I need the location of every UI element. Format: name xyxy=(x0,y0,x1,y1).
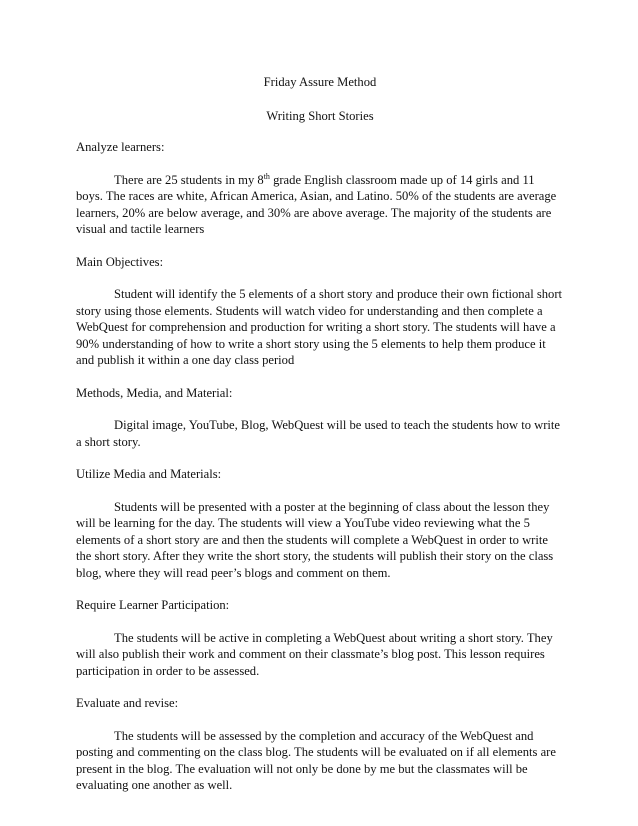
section-heading-main-objectives: Main Objectives: xyxy=(76,254,164,269)
section-heading-evaluate-revise: Evaluate and revise: xyxy=(76,696,179,710)
section-heading-analyze-learners: Analyze learners: xyxy=(76,140,165,154)
section-heading-methods-media-material: Methods, Media, and Material: xyxy=(76,385,233,400)
section-body-analyze-learners xyxy=(76,172,564,238)
document-subtitle: Writing Short Stories xyxy=(266,108,374,123)
section-body-utilize-media: Students will be presented with a poster at the beginning of class about the lesson they will be learning for the day. The students will view a YouTube video reviewing what the 5 elements of a short story are and then the students will complete a WebQuest in order to write the short story. After they write the short story, the students will publish their story on the class blog, where they will read peer’s blogs and comment on them. xyxy=(76,499,554,580)
section-body-evaluate-revise: The students will be assessed by the completion and accuracy of the WebQuest and posting and commenting on the class blog. The students will be evaluated on if all elements are present in the blog. The evaluation will not only be done by me but the classmates will be evaluating one another as well. xyxy=(76,728,556,792)
section-body-require-participation: The students will be active in completing a WebQuest about writing a short story. They will also publish their work and comment on their classmate’s blog post. This lesson requires participation in order to be assessed. xyxy=(76,630,553,678)
document-title: Friday Assure Method xyxy=(263,75,377,89)
ordinal-superscript: th xyxy=(263,171,270,181)
section-heading-utilize-media: Utilize Media and Materials: xyxy=(76,467,222,481)
section-body-main-objectives: Student will identify the 5 elements of a short story and produce their own fictional short story using those elements. Students will watch video for understanding and then complete a WebQuest for comprehension and production for writing a short story. The students will have a 90% understanding of how to write a short story using the 5 elements to help them produce it and publish it within a one day class period xyxy=(76,287,563,367)
section-body-methods-media-material: Digital image, YouTube, Blog, WebQuest will be used to teach the students how to write a short story. xyxy=(76,418,561,449)
body-text: grade English classroom made up of 14 girls and 11 boys. The races are white, African America, Asian, and Latino. 50% of the students are average learners, 20% are below average, and 30% are above average. The majority of the students are visual and tactile learners xyxy=(76,172,557,236)
body-text: There are 25 students in my 8 xyxy=(114,172,264,187)
section-heading-require-participation: Require Learner Participation: xyxy=(76,598,230,612)
